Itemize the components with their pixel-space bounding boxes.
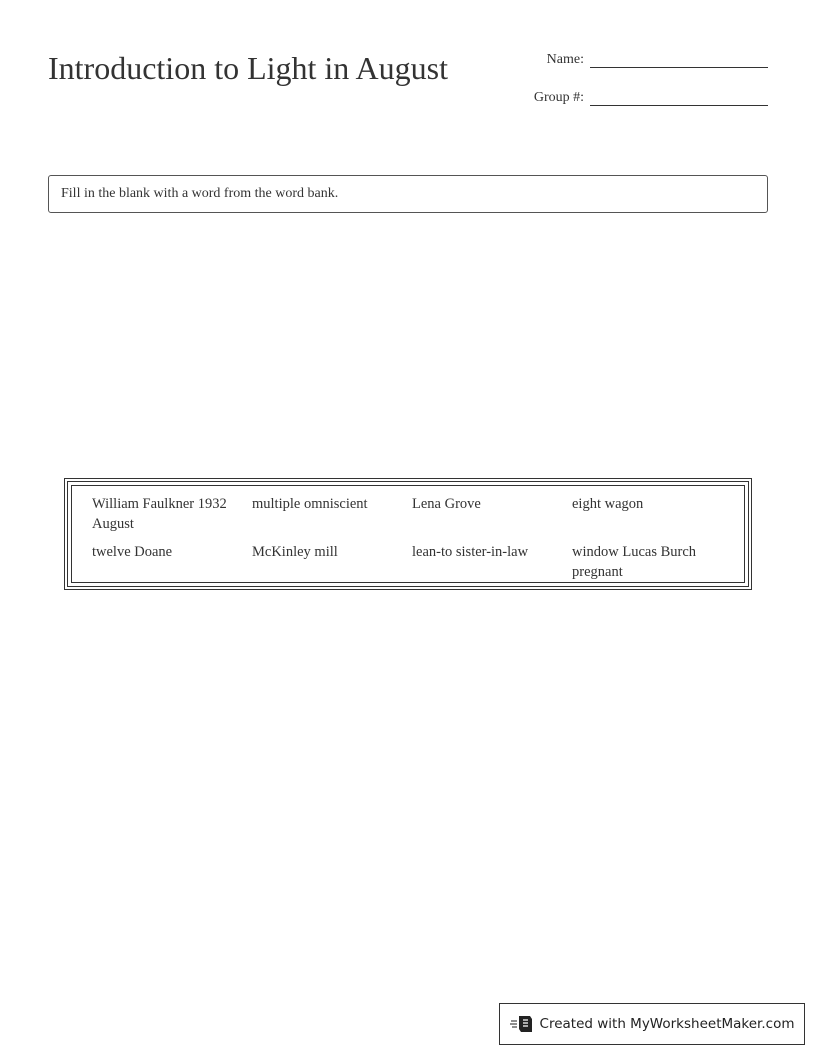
page-title: Introduction to Light in August bbox=[48, 50, 448, 86]
word-bank-item: McKinley mill bbox=[252, 544, 338, 560]
word-bank-item: multiple omniscient bbox=[252, 496, 368, 512]
footer-credit[interactable] bbox=[499, 1003, 805, 1045]
word-bank-item: twelve Doane bbox=[92, 544, 173, 560]
name-label: Name: bbox=[546, 52, 584, 67]
word-bank-item: William Faulkner 1932 August bbox=[92, 496, 227, 532]
name-field[interactable] bbox=[547, 52, 768, 68]
group-line[interactable] bbox=[590, 91, 768, 106]
name-line[interactable] bbox=[590, 53, 768, 68]
group-field[interactable] bbox=[534, 90, 768, 106]
word-bank-item: Lena Grove bbox=[412, 496, 481, 512]
group-label: Group #: bbox=[533, 90, 584, 105]
word-bank-item: eight wagon bbox=[572, 496, 644, 512]
word-bank-item: lean-to sister-in-law bbox=[412, 544, 529, 560]
worksheet-maker-logo-icon bbox=[510, 1014, 534, 1034]
instructions-box: Fill in the blank with a word from the word bank. bbox=[48, 175, 768, 213]
footer-text: Created with MyWorksheetMaker.com bbox=[539, 1016, 795, 1032]
word-bank-item: window Lucas Burch pregnant bbox=[572, 544, 697, 580]
word-bank bbox=[64, 478, 752, 590]
